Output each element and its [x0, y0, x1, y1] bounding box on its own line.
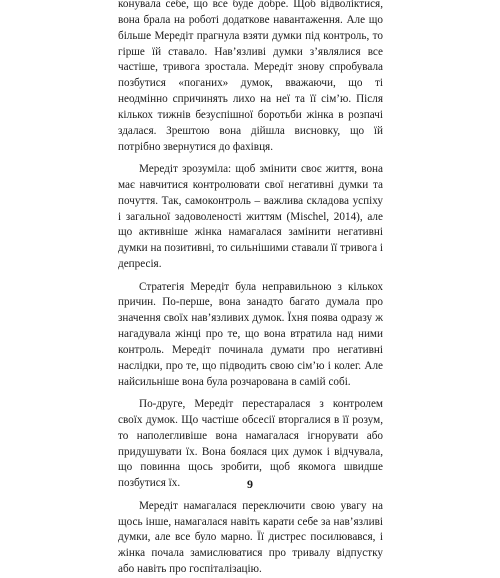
paragraph-1: конувала себе, що все буде добре. Щоб відволіктися, вона брала на роботі додаткове навантаження. Але що більше Мередіт прагнула взяти думки під контроль, то гірше їй ставало. Нав’язливі думки з’являлися все частіше, тривога зростала. Мередіт знову спробувала позбутися «поганих» думок, вважаючи, що ті неодмінно спричинять лихо на неї та її сім’ю. Після кількох тижнів безуспішної боротьби жінка в розпачі здалася. Зрештою вона дійшла висновку, що їй потрібно звернутися до фахівця.	[118, 0, 383, 153]
paragraph-4: По-друге, Мередіт перестаралася з контролем своїх думок. Що частіше обсесії вторгалися в її розум, то наполегливіше вона намагалася ігнорувати або придушувати їх. Вона боялася цих думок і відчувала, що повинна щось зробити, щоб якомога швидше позбутися їх.	[118, 398, 383, 490]
paragraph-3: Стратегія Мередіт була неправильною з кількох причин. По-перше, вона занадто багато думала про значення своїх нав’язливих думок. Їхня поява одразу ж нагадувала жінці про те, що вона втратила над ними контроль. Мередіт починала думати про негативні наслідки, про те, що підводить свою сім’ю і колег. Але найсильніше вона була розчарована в самій собі.	[118, 280, 383, 388]
paragraph-5: Мередіт намагалася переключити свою увагу на щось інше, намагалася навіть карати себе за нав’язливі думки, але все було марно. Її дистрес посилювався, і жінка почала замислюватися про тривалу відпустку або навіть про госпіталізацію.	[118, 499, 383, 576]
page-number: 9	[247, 477, 253, 491]
paragraph-2: Мередіт зрозуміла: щоб змінити своє життя, вона має навчитися контролювати свої негативні думки та почуття. Так, самоконтроль – важлива складова успіху і загальної задоволеності життям (Mischel, 2014), але що активніше жінка намагалася замінити негативні думки на позитивні, то сильнішими ставали її тривога і депресія.	[118, 163, 383, 271]
